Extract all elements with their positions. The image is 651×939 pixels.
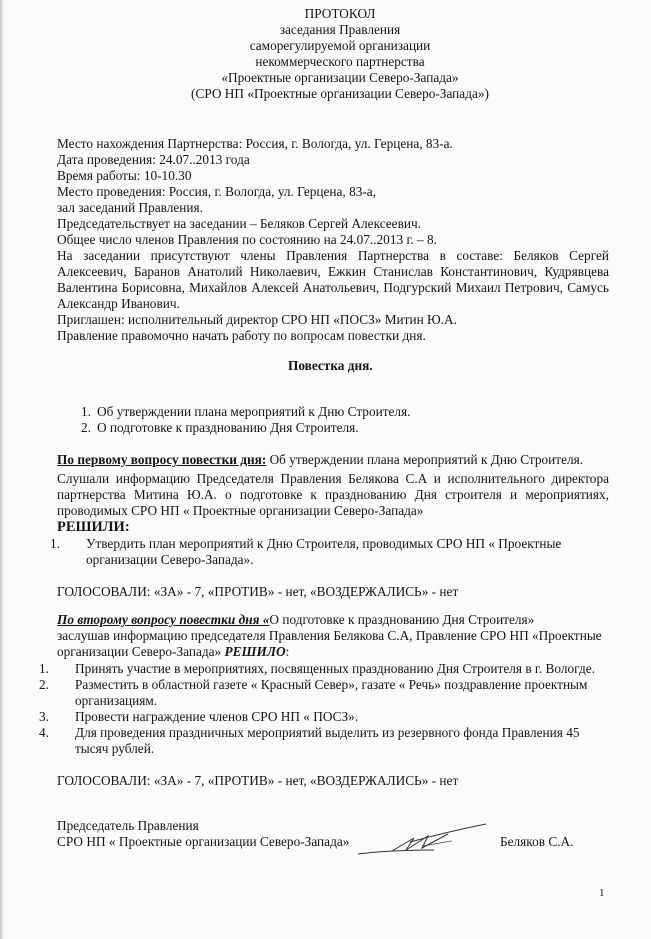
agenda-item: 1. Об утверждении плана мероприятий к Дню Строителя.	[81, 404, 411, 419]
present-members: На заседании присутствуют члены Правления Партнерства в составе: Беляков Сергей Алексеевич, Баранов Анатолий Николаевич, Ежкин Станислав Константинович, Кудрявцева Валентина Борисовна, Михайлов Алексей Анатольевич, Подгурский Михаил Петрович, Самусь Александр Иванович.	[57, 248, 609, 311]
decision-item: 1. Утвердить план мероприятий к Дню Строителя, проводимых СРО НП « Проектные организации Северо-Запада».	[50, 536, 562, 567]
question-2-heading: По второму вопросу повестки дня «	[57, 612, 270, 627]
question-1-heard: Слушали информацию Председателя Правления Белякова С.А и исполнительного директора партнерства Митина Ю.А. о подготовке к празднованию Дня строителя и мероприятиях, проводимых СРО НП « Проектные организации Северо-Запада»	[57, 471, 609, 518]
document-header	[40, 6, 640, 102]
question-2-heard: заслушав информацию председателя Правления Белякова С.А, Правление СРО НП «Проектные организации Северо-Запада» РЕШИЛО:	[57, 628, 602, 659]
header-line: саморегулируемой организации	[249, 38, 431, 53]
handwritten-signature	[352, 820, 492, 862]
signatory-name: Беляков С.А.	[500, 834, 574, 849]
meeting-time: Время работы: 10-10.30	[57, 168, 192, 183]
members-total: Общее число членов Правления по состоянию на 24.07..2013 г. – 8.	[57, 232, 437, 247]
agenda-list	[81, 404, 601, 436]
question-2-vote: ГОЛОСОВАЛИ: «ЗА» - 7, «ПРОТИВ» - нет, «ВОЗДЕРЖАЛИСЬ» - нет	[57, 773, 459, 788]
question-1-subject: Об утверждении плана мероприятий к Дню Строителя.	[266, 452, 584, 467]
decision-item: 4. Для проведения праздничных мероприятий выделить из резервного фонда Правления 45 тысяч рублей.	[39, 725, 580, 756]
meeting-venue-room: зал заседаний Правления.	[57, 200, 203, 215]
quorum-statement: Правление правомочно начать работу по вопросам повестки дня.	[57, 328, 426, 343]
header-line: «Проектные организации Северо-Запада»	[221, 70, 459, 85]
agenda-item: 2. О подготовке к празднованию Дня Строителя.	[81, 420, 359, 435]
question-1-vote: ГОЛОСОВАЛИ: «ЗА» - 7, «ПРОТИВ» - нет, «ВОЗДЕРЖАЛИСЬ» - нет	[57, 584, 459, 599]
invited: Приглашен: исполнительный директор СРО НП «ПОСЗ» Митин Ю.А.	[57, 312, 457, 327]
signatory-role: Председатель Правления	[57, 818, 199, 833]
meeting-venue: Место проведения: Россия, г. Вологда, ул. Герцена, 83-а,	[57, 184, 377, 199]
header-line: заседания Правления	[279, 22, 401, 37]
question-2-topic	[57, 612, 609, 628]
question-1-section	[50, 452, 609, 600]
signature-block	[57, 818, 349, 850]
question-1-heading: По первому вопросу повестки дня:	[57, 452, 267, 467]
header-line: некоммерческого партнерства	[255, 54, 425, 69]
question-2-subject: О подготовке к празднованию Дня Строителя»	[269, 612, 535, 627]
page-number: 1	[599, 887, 605, 899]
question-1-topic	[57, 452, 609, 468]
document-title: ПРОТОКОЛ	[304, 6, 376, 21]
question-2-section	[39, 612, 609, 789]
decision-item: 2. Разместить в областной газете « Красный Север», газате « Речь» поздравление проектным организациям.	[39, 677, 588, 708]
decision-item: 3. Провести награждение членов СРО НП « ПОСЗ».	[39, 709, 359, 724]
signatory-organization: СРО НП « Проектные организации Северо-Запада»	[57, 834, 350, 849]
question-1-decided-label: РЕШИЛИ:	[57, 519, 130, 535]
header-line: (СРО НП «Проектные организации Северо-Запада»)	[191, 86, 489, 101]
hq-location: Место нахождения Партнерства: Россия, г. Вологда, ул. Герцена, 83-а.	[57, 136, 453, 151]
question-2-decisions	[39, 661, 609, 757]
question-2-decided-label: РЕШИЛО	[224, 644, 286, 659]
chairperson: Председательствует на заседании – Беляков Сергей Алексеевич.	[57, 216, 421, 231]
meeting-date: Дата проведения: 24.07..2013 года	[57, 152, 250, 167]
decision-item: 1. Принять участие в мероприятиях, посвященных празднованию Дня Строителя в г. Вологде.	[39, 661, 595, 676]
meeting-details	[57, 136, 609, 344]
agenda-title: Повестка дня.	[288, 358, 373, 373]
question-1-decisions	[50, 536, 609, 568]
